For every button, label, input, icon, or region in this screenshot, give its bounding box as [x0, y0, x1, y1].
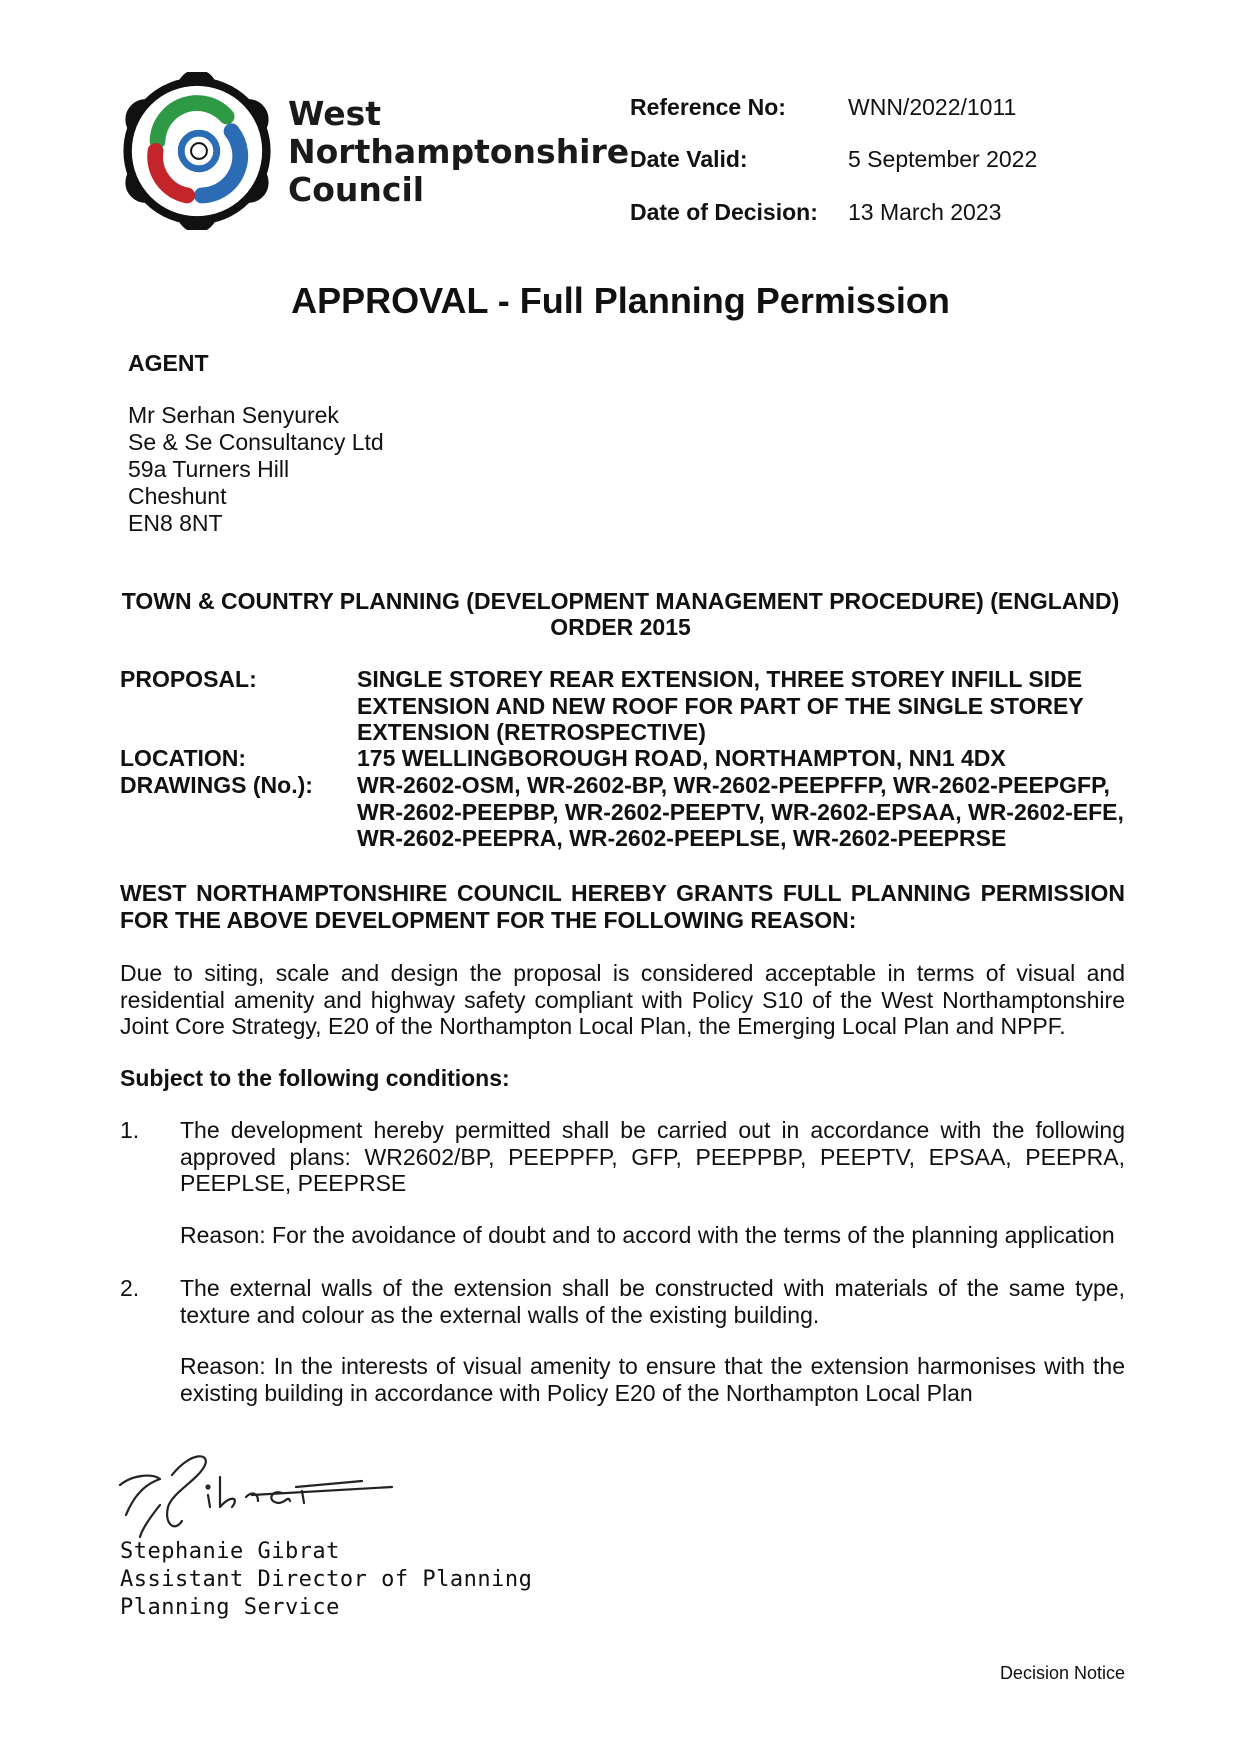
document-title: APPROVAL - Full Planning Permission — [291, 280, 950, 321]
grant-statement: WEST NORTHAMPTONSHIRE COUNCIL HEREBY GRANTS FULL PLANNING PERMISSION FOR THE ABOVE DEVELOPMENT FOR THE FOLLOWING REASON: — [120, 880, 1125, 933]
council-name — [288, 95, 629, 209]
address-line: 59a Turners Hill — [128, 456, 290, 482]
address-line: Se & Se Consultancy Ltd — [128, 429, 384, 455]
footer-note: Decision Notice — [999, 1663, 1125, 1683]
signatory-name: Stephanie Gibrat — [120, 1539, 340, 1564]
condition-reason: Reason: For the avoidance of doubt and to accord with the terms of the planning application — [180, 1222, 1115, 1248]
location-value: 175 WELLINGBOROUGH ROAD, NORTHAMPTON, NN1 4DX — [357, 745, 1006, 771]
signatory-department: Planning Service — [120, 1595, 340, 1620]
condition-text: The development hereby permitted shall be carried out in accordance with the following approved plans: WR2602/BP, PEEPPFP, GFP, PEEPPBP, PEEPTV, EPSAA, PEEPRA, PEEPLSE, PEEPRSE — [180, 1117, 1125, 1196]
condition-number: 2. — [120, 1275, 140, 1301]
proposal-value: SINGLE STOREY REAR EXTENSION, THREE STOREY INFILL SIDE EXTENSION AND NEW ROOF FOR PART OF THE SINGLE STOREY EXTENSION (RETROSPECTIVE) — [357, 666, 1084, 745]
drawings-label: DRAWINGS (No.): — [120, 772, 313, 798]
condition-text: The external walls of the extension shall be constructed with materials of the same type, texture and colour as the external walls of the existing building. — [180, 1275, 1125, 1328]
date-valid-value: 5 September 2022 — [848, 146, 1038, 172]
act-title-line: TOWN & COUNTRY PLANNING (DEVELOPMENT MANAGEMENT PROCEDURE) (ENGLAND) — [121, 588, 1120, 614]
date-decision-value: 13 March 2023 — [848, 199, 1002, 225]
handwritten-signature — [112, 1445, 397, 1545]
signatory-block — [120, 1538, 532, 1622]
conditions-heading: Subject to the following conditions: — [120, 1065, 510, 1091]
condition-reason: Reason: In the interests of visual amenity to ensure that the extension harmonises with the existing building in accordance with Policy E20 of the Northampton Local Plan — [180, 1353, 1125, 1406]
address-line: Mr Serhan Senyurek — [128, 402, 339, 428]
council-name-line: Council — [288, 170, 425, 209]
address-line: Cheshunt — [128, 483, 227, 509]
council-knot-logo-icon — [118, 72, 276, 230]
act-title — [118, 588, 1123, 640]
decision-reason: Due to siting, scale and design the proposal is considered acceptable in terms of visual and residential amenity and highway safety compliant with Policy S10 of the West Northamptonshire Joint Core Strategy, E20 of the Northampton Local Plan, the Emerging Local Plan and NPPF. — [120, 960, 1125, 1039]
address-line: EN8 8NT — [128, 510, 223, 536]
signatory-role: Assistant Director of Planning — [120, 1567, 533, 1592]
location-label: LOCATION: — [120, 745, 247, 771]
council-name-line: Northamptonshire — [288, 132, 630, 171]
reference-label: Reference No: — [630, 94, 786, 120]
agent-heading: AGENT — [128, 350, 209, 376]
condition-number: 1. — [120, 1117, 140, 1143]
agent-address — [128, 402, 384, 537]
council-name-line: West — [288, 94, 382, 133]
act-title-line: ORDER 2015 — [550, 614, 691, 640]
proposal-label: PROPOSAL: — [120, 666, 257, 692]
drawings-value: WR-2602-OSM, WR-2602-BP, WR-2602-PEEPFFP, WR-2602-PEEPGFP, WR-2602-PEEPBP, WR-2602-PEEPTV, WR-2602-EPSAA, WR-2602-EFE, WR-2602-PEEPRA, WR-2602-PEEPLSE, WR-2602-PEEPRSE — [357, 772, 1124, 851]
date-decision-label: Date of Decision: — [630, 199, 818, 225]
reference-value: WNN/2022/1011 — [848, 94, 1017, 120]
date-valid-label: Date Valid: — [630, 146, 748, 172]
